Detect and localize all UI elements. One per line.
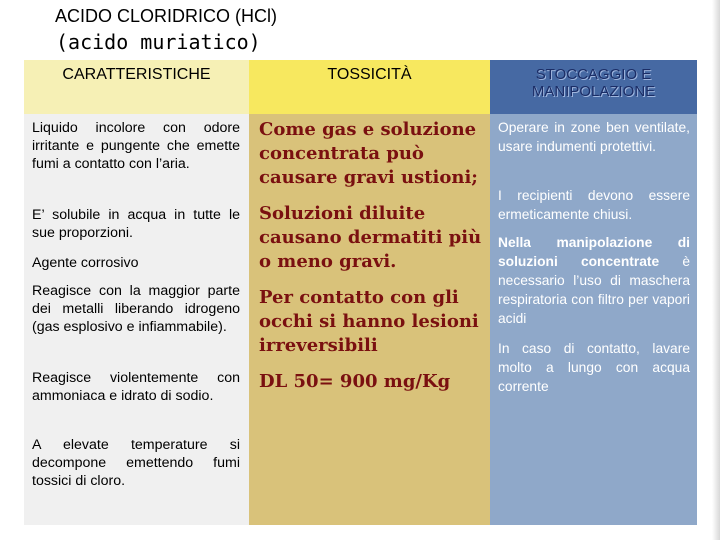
toxicity-item: Soluzioni diluite causano dermatiti più o meno gravi.	[259, 203, 482, 272]
toxicity-item: DL 50= 900 mg/Kg	[259, 371, 451, 392]
header-toxicity: TOSSICITÀ	[249, 60, 490, 114]
characteristic-item: E’ solubile in acqua in tutte le sue proporzioni.	[32, 207, 240, 241]
characteristic-item: Agente corrosivo	[32, 255, 139, 271]
page-edge-shadow	[712, 0, 720, 540]
toxicity-item: Come gas e soluzione concentrata può causare gravi ustioni;	[259, 119, 478, 188]
characteristic-item: Reagisce con la maggior parte dei metalli liberando idrogeno (gas esplosivo e infiammabile).	[32, 283, 240, 335]
header-storage-line1: STOCCAGGIO E	[535, 66, 652, 83]
page-title: ACIDO CLORIDRICO (HCl)	[55, 6, 278, 26]
storage-item: In caso di contatto, lavare molto a lungo con acqua corrente	[498, 341, 690, 394]
storage-item: Operare in zone ben ventilate, usare indumenti protettivi.	[498, 120, 690, 154]
storage-item-bold: Nella manipolazione di soluzioni concentrate	[498, 235, 690, 269]
characteristic-item: Reagisce violentemente con ammoniaca e idrato di sodio.	[32, 370, 240, 404]
storage-item	[498, 233, 690, 328]
page-subtitle: (acido muriatico)	[56, 30, 261, 54]
storage-item-rest: è necessario l’uso di maschera respiratoria con filtro per vapori acidi	[498, 254, 690, 326]
header-characteristics: CARATTERISTICHE	[24, 60, 249, 114]
header-storage-line2: MANIPOLAZIONE	[531, 83, 656, 100]
characteristic-item: A elevate temperature si decompone emettendo fumi tossici di cloro.	[32, 437, 240, 489]
characteristic-item: Liquido incolore con odore irritante e pungente che emette fumi a contatto con l’aria.	[32, 120, 240, 172]
toxicity-item: Per contatto con gli occhi si hanno lesioni irreversibili	[259, 287, 479, 356]
storage-item: I recipienti devono essere ermeticamente chiusi.	[498, 188, 690, 222]
header-storage	[490, 60, 697, 114]
